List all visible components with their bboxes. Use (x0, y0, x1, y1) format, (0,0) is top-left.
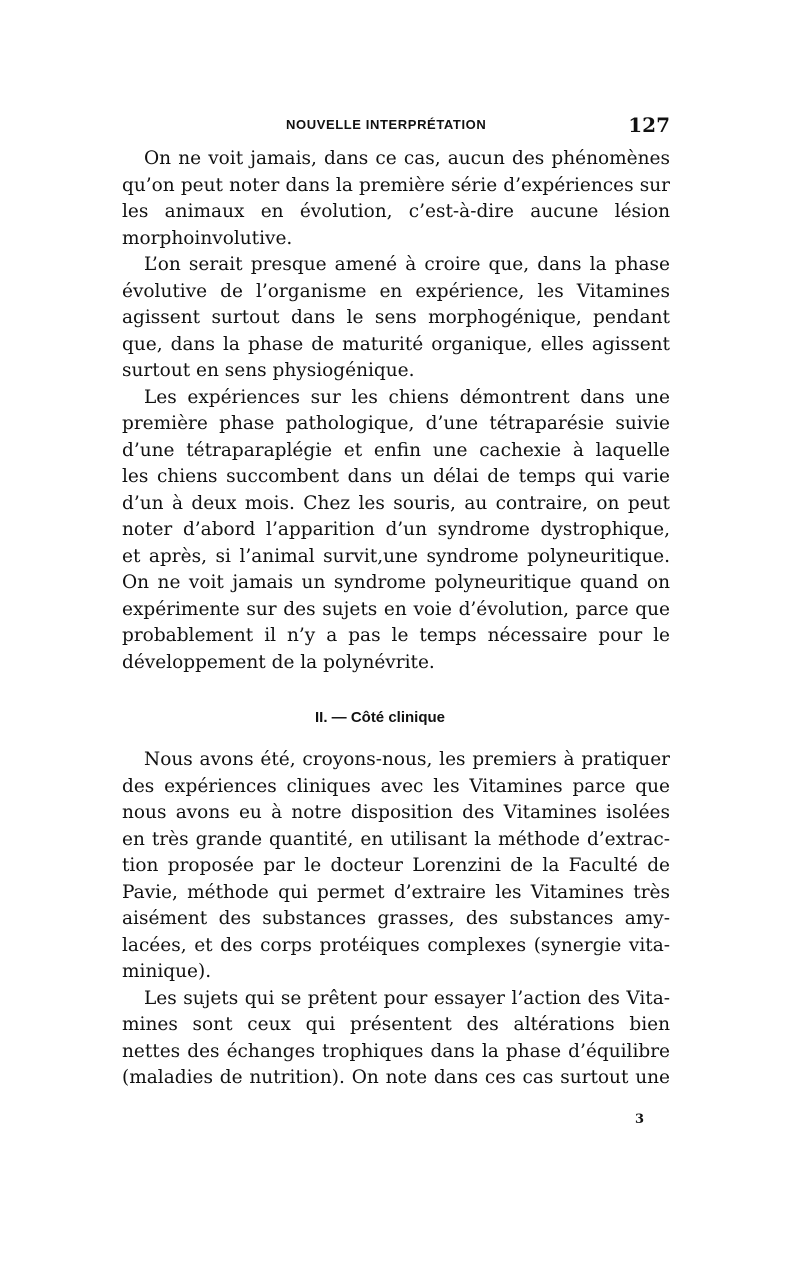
text-line: surtout en sens physiogénique. (122, 360, 415, 381)
book-page (122, 0, 670, 1262)
text-line: L’on serait presque amené à croire que, dans la phase (144, 254, 670, 275)
text-line: Les expériences sur les chiens démontrent dans une (144, 386, 670, 408)
text-line: qu’on peut noter dans la première série d’expériences sur (122, 174, 670, 196)
text-line: les chiens succombent dans un délai de temps qui varie (122, 466, 670, 487)
body-text-top (122, 146, 670, 676)
text-line: expérimente sur des sujets en voie d’évolution, parce que (122, 598, 670, 620)
text-line: agissent surtout dans le sens morphogénique, pendant (122, 307, 670, 328)
text-line: mines sont ceux qui présentent des altérations bien (122, 1014, 670, 1035)
signature-mark: 3 (634, 1112, 644, 1127)
running-title: NOUVELLE INTERPRÉTATION (286, 117, 487, 132)
text-line: et après, si l’animal survit,une syndrome polyneuritique. (122, 545, 670, 567)
text-line: tion proposée par le docteur Lorenzini de la Faculté de (122, 855, 670, 876)
section-heading-text: II. — Côté clinique (314, 709, 445, 726)
text-line: développement de la polynévrite. (122, 651, 435, 673)
text-line: aisément des substances grasses, des substances amy- (122, 908, 670, 929)
text-line: évolutive de l’organisme en expérience, les Vitamines (122, 280, 670, 302)
text-line: première phase pathologique, d’une tétraparésie suivie (122, 413, 670, 434)
text-line: d’une tétraparaplégie et enfin une cachexie à laquelle (122, 439, 670, 461)
text-line: lacées, et des corps protéiques complexes (synergie vita- (122, 934, 670, 956)
section-heading (122, 707, 670, 737)
text-line: (maladies de nutrition). On note dans ces cas surtout une (122, 1067, 670, 1088)
running-head (122, 113, 670, 141)
text-line: minique). (122, 961, 212, 982)
text-line: les animaux en évolution, c’est-à-dire aucune lésion (122, 201, 670, 222)
text-line: que, dans la phase de maturité organique, elles agissent (122, 333, 670, 355)
page-number: 127 (628, 113, 670, 137)
text-line: Nous avons été, croyons-nous, les premiers à pratiquer (144, 749, 670, 770)
text-line: morphoinvolutive. (122, 227, 293, 249)
text-line: noter d’abord l’apparition d’un syndrome dystrophique, (122, 519, 670, 540)
text-line: Les sujets qui se prêtent pour essayer l’action des Vita- (144, 987, 670, 1009)
text-line: On ne voit jamais un syndrome polyneuritique quand on (122, 572, 670, 593)
text-line: d’un à deux mois. Chez les souris, au contraire, on peut (122, 492, 670, 514)
text-line: en très grande quantité, en utilisant la méthode d’extrac- (122, 828, 670, 850)
text-line: probablement il n’y a pas le temps nécessaire pour le (122, 625, 670, 646)
body-text-bottom (122, 747, 670, 1092)
text-line: Pavie, méthode qui permet d’extraire les Vitamines très (122, 881, 670, 903)
text-line: nous avons eu à notre disposition des Vitamines isolées (122, 802, 670, 823)
text-line: des expériences cliniques avec les Vitamines parce que (122, 775, 670, 797)
text-line: nettes des échanges trophiques dans la phase d’équilibre (122, 1040, 670, 1062)
text-line: On ne voit jamais, dans ce cas, aucun des phénomènes (144, 148, 670, 169)
